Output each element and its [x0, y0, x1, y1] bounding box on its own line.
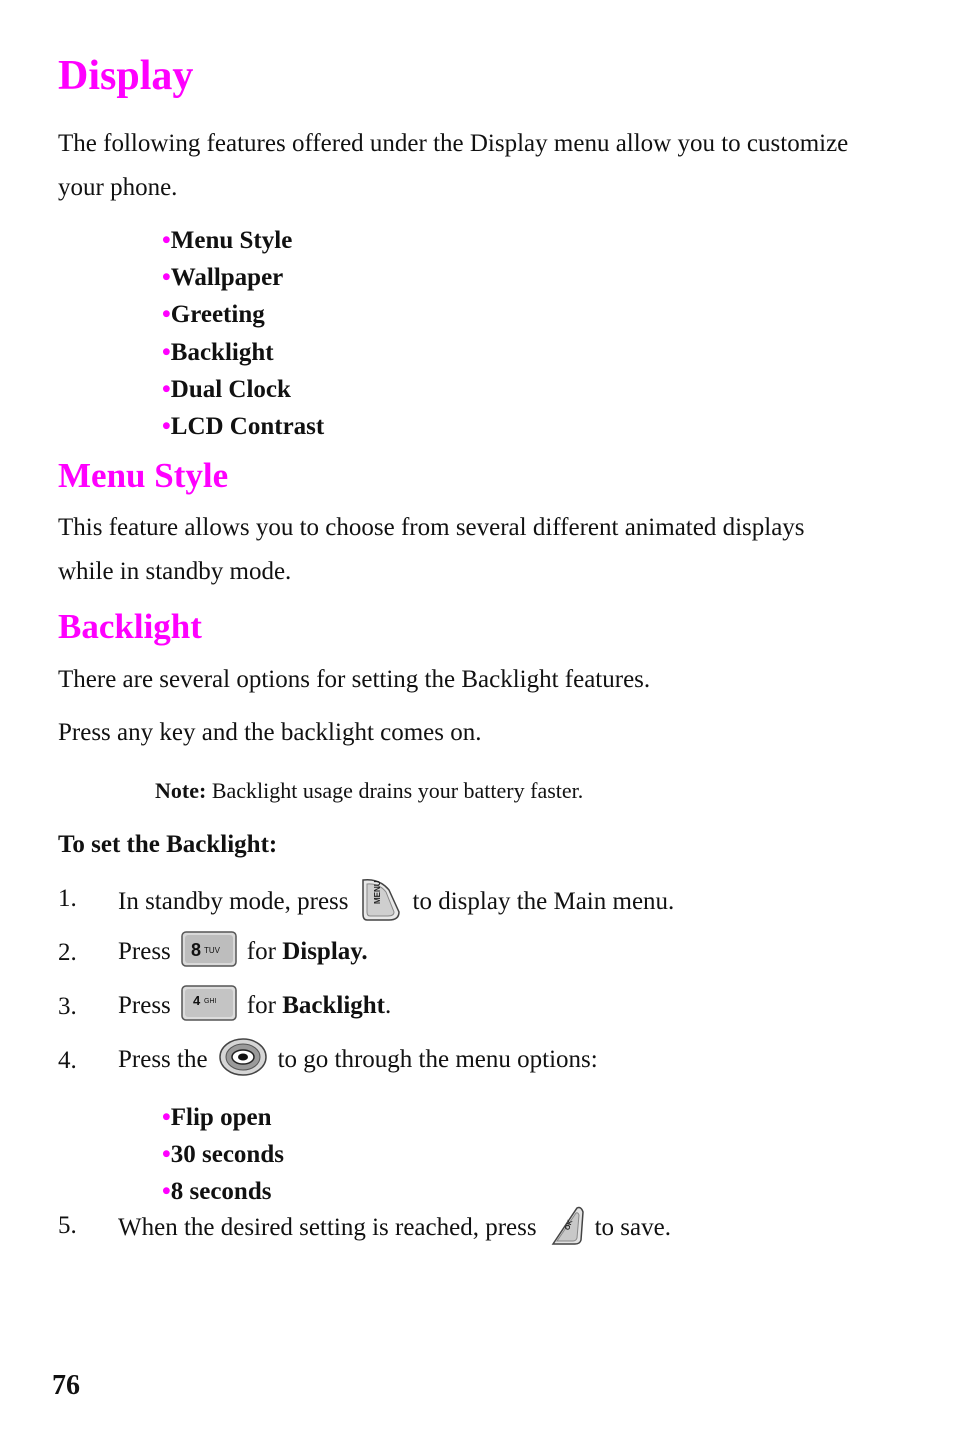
menu-key-icon — [359, 876, 403, 929]
backlight-paragraph-1: There are several options for setting the Backlight features. — [58, 666, 651, 693]
note-text: Backlight usage drains your battery faster. — [211, 778, 584, 803]
svg-text:8: 8 — [190, 939, 201, 960]
steps-heading: To set the Backlight: — [58, 831, 278, 858]
note-label: Note: — [155, 778, 207, 803]
menu-style-paragraph: This feature allows you to choose from several different animated displays while in standby mode. — [58, 514, 805, 585]
svg-text:OK: OK — [563, 1218, 574, 1231]
display-items-list — [162, 222, 324, 445]
list-item: •Dual Clock — [162, 375, 291, 403]
svg-text:MENU: MENU — [372, 879, 382, 904]
svg-text:GHI: GHI — [203, 997, 217, 1005]
intro-paragraph: The following features offered under the Display menu allow you to customize your phone. — [58, 130, 849, 201]
nav-key-icon — [218, 1037, 268, 1084]
list-item: •LCD Contrast — [162, 413, 325, 441]
note — [155, 778, 583, 804]
menu-style-heading: Menu Style — [58, 456, 229, 495]
svg-text:TUV: TUV — [203, 945, 220, 955]
list-item: •Greeting — [162, 301, 265, 329]
backlight-paragraph-2: Press any key and the backlight comes on. — [58, 719, 482, 746]
page-title: Display — [58, 53, 194, 99]
backlight-heading: Backlight — [58, 607, 202, 646]
list-item: •30 seconds — [162, 1141, 284, 1169]
key-8-icon — [181, 931, 237, 974]
svg-text:4: 4 — [192, 992, 201, 1008]
list-item: •Menu Style — [162, 227, 293, 254]
backlight-options-list — [162, 1099, 284, 1211]
list-item: •Flip open — [162, 1104, 272, 1131]
list-item: •Wallpaper — [162, 264, 284, 292]
list-item: •8 seconds — [162, 1178, 272, 1206]
list-item: •Backlight — [162, 338, 274, 366]
ok-key-icon — [547, 1204, 585, 1253]
key-4-icon — [181, 985, 237, 1028]
page-number: 76 — [52, 1370, 80, 1401]
